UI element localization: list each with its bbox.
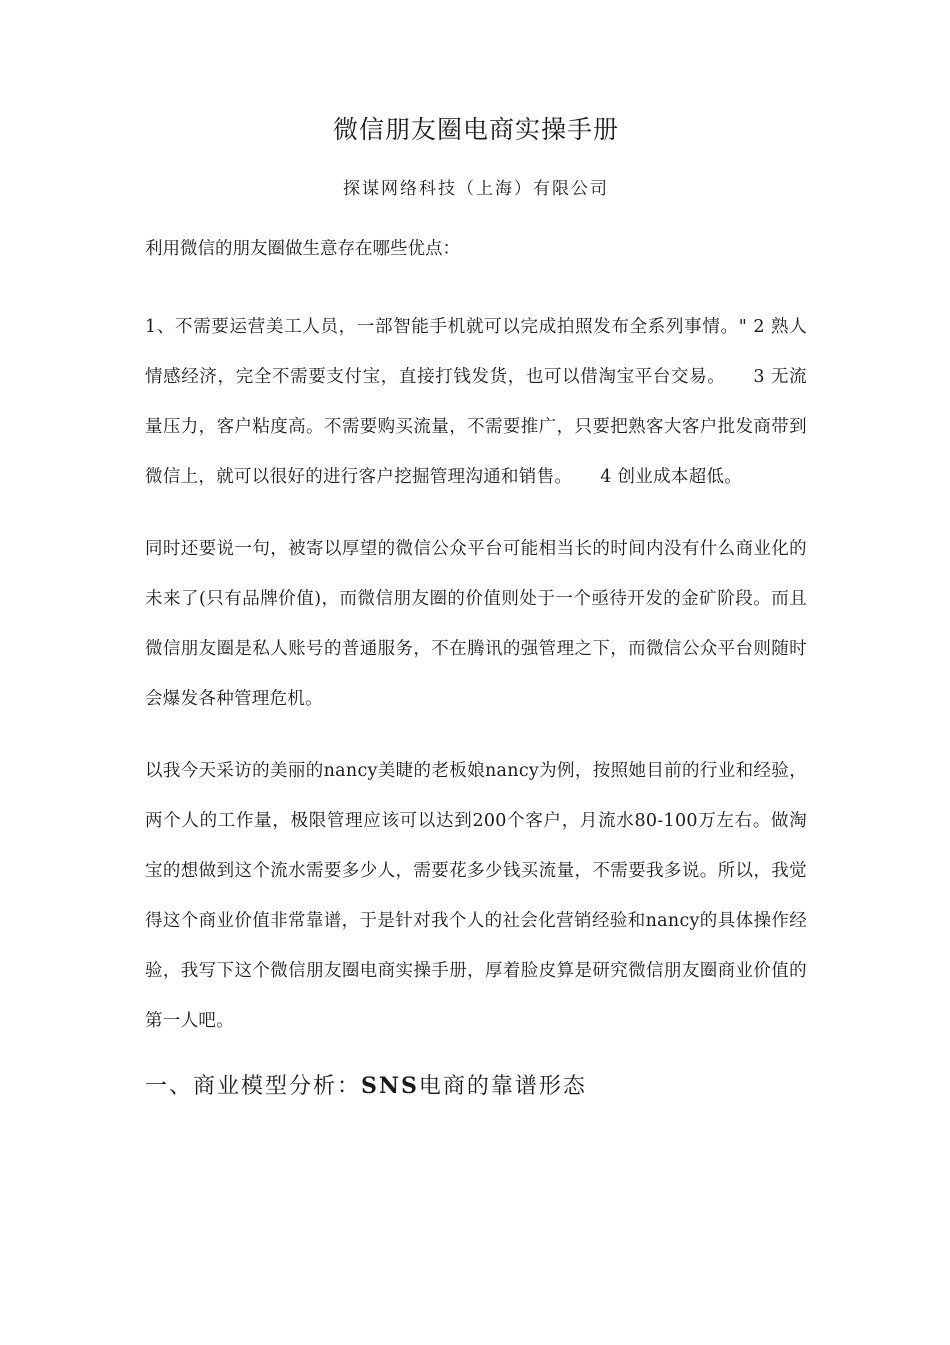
intro-line: 利用微信的朋友圈做生意存在哪些优点： xyxy=(145,239,460,259)
document-title: 微信朋友圈电商实操手册 xyxy=(332,115,619,144)
advantage-1: 1、不需要运营美工人员，一部智能手机就可以完成拍照发布全系列事情。 xyxy=(145,317,739,337)
section-heading-prefix: 一、商业模型分析： xyxy=(145,1074,362,1099)
section-heading-sns: SNS xyxy=(361,1073,419,1099)
advantages-paragraph xyxy=(145,262,807,502)
advantage-2: " 2 熟人情感经济，完全不需要支付宝，直接打钱发货，也可以借淘宝平台交易。 xyxy=(145,317,808,387)
paragraph-public-platform: 同时还要说一句，被寄以厚望的微信公众平台可能相当长的时间内没有什么商业化的未来了(只有品牌价值)，而微信朋友圈的价值则处于一个亟待开发的金矿阶段。而且微信朋友圈是私人账号的普通服务，不在腾讯的强管理之下，而微信公众平台则随时会爆发各种管理危机。 xyxy=(145,539,807,709)
section-heading-suffix: 电商的靠谱形态 xyxy=(418,1074,587,1099)
advantage-3: 3 无流量压力，客户粘度高。不需要购买流量，不需要推广，只要把熟客大客户批发商带到微信上，就可以很好的进行客户挖掘管理沟通和销售。 xyxy=(145,367,807,487)
company-name: 探谋网络科技（上海）有限公司 xyxy=(343,179,609,199)
paragraph-nancy-example: 以我今天采访的美丽的nancy美睫的老板娘nancy为例，按照她目前的行业和经验，两个人的工作量，极限管理应该可以达到200个客户，月流水80-100万左右。做淘宝的想做到这个流水需要多少人，需要花多少钱买流量，不需要我多说。所以，我觉得这个商业价值非常靠谱，于是针对我个人的社会化营销经验和nancy的具体操作经验，我写下这个微信朋友圈电商实操手册，厚着脸皮算是研究微信朋友圈商业价值的第一人吧。 xyxy=(145,761,807,1031)
advantage-4: 4 创业成本超低。 xyxy=(600,467,743,487)
section-heading-business-model xyxy=(145,1046,807,1107)
